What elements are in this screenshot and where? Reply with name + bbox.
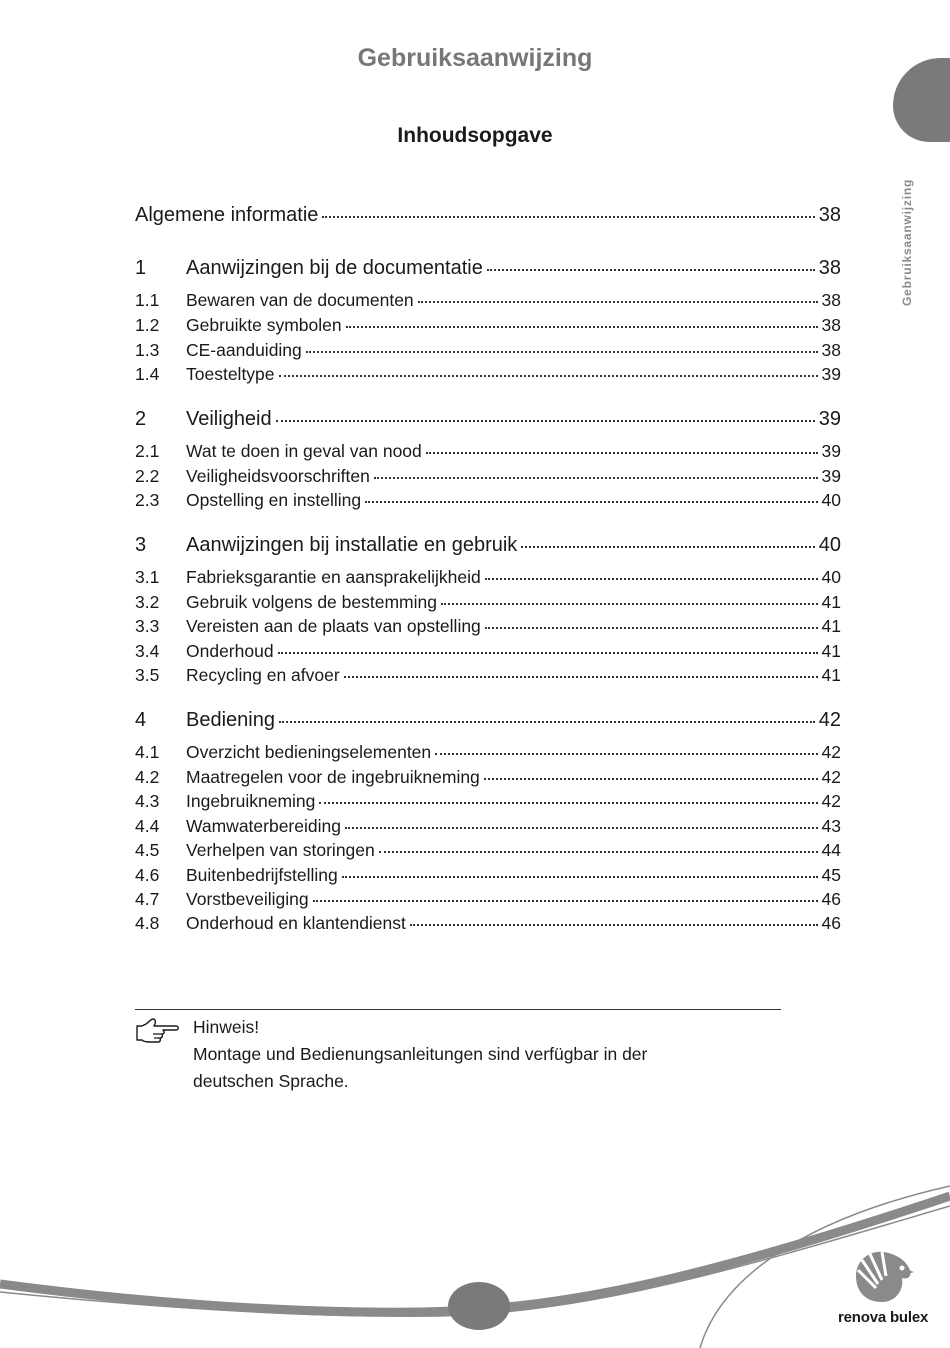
toc-entry-number: 4.6 — [135, 865, 160, 885]
toc-leader-dots — [346, 326, 818, 328]
toc-leader-dots — [379, 851, 818, 853]
toc-leader-dots — [435, 753, 817, 755]
toc-entry-number: 4.8 — [135, 913, 160, 933]
toc-entry-number: 3.5 — [135, 665, 160, 685]
toc-leader-dots — [365, 501, 817, 503]
toc-entry-title: Aanwijzingen bij installatie en gebruik — [186, 534, 518, 556]
toc-entry-title: Ingebruikneming — [186, 791, 316, 811]
toc-leader-dots — [319, 802, 817, 804]
toc-page-number: 46 — [821, 889, 841, 909]
toc-entry-number: 1 — [135, 257, 147, 279]
toc-section-row — [135, 340, 841, 361]
toc-entry-title: Vereisten aan de plaats van opstelling — [186, 616, 481, 636]
toc-leader-dots — [278, 652, 818, 654]
toc-entry-title: Gebruikte symbolen — [186, 315, 342, 335]
toc-leader-dots — [418, 301, 818, 303]
toc-entry-number: 2.2 — [135, 466, 160, 486]
toc-entry-title: Vorstbeveiliging — [186, 889, 309, 909]
toc-entry-title: Veiligheid — [186, 408, 272, 430]
toc-entry-number: 4.3 — [135, 791, 160, 811]
toc-leader-dots — [345, 827, 818, 829]
toc-section-row — [135, 791, 841, 812]
toc-leader-dots — [521, 546, 814, 548]
toc-leader-dots — [344, 676, 818, 678]
toc-section-row — [135, 865, 841, 886]
toc-leader-dots — [313, 900, 818, 902]
toc-entry-title: Maatregelen voor de ingebruikneming — [186, 767, 480, 787]
toc-entry-title: Aanwijzingen bij de documentatie — [186, 257, 483, 279]
toc-section-row — [135, 616, 841, 637]
toc-entry-title: Opstelling en instelling — [186, 490, 362, 510]
toc-entry-number: 2.1 — [135, 441, 160, 461]
toc-entry-title: Veiligheidsvoorschriften — [186, 466, 370, 486]
toc-section-row — [135, 742, 841, 763]
toc-leader-dots — [374, 477, 818, 479]
toc-section-row — [135, 441, 841, 462]
toc-entry-number: 3.2 — [135, 592, 160, 612]
toc-entry-number: 1.4 — [135, 364, 160, 384]
toc-entry-number: 1.2 — [135, 315, 160, 335]
pointing-hand-icon — [134, 1016, 180, 1044]
toc-entry-title: Recycling en afvoer — [186, 665, 340, 685]
toc-leader-dots — [487, 269, 815, 271]
toc-page-number: 38 — [818, 204, 841, 226]
toc-section-row — [135, 641, 841, 662]
toc-section-row — [135, 567, 841, 588]
toc-entry-number: 4.7 — [135, 889, 160, 909]
note-line-1: Montage und Bedienungsanleitungen sind verfügbar in der — [193, 1044, 648, 1064]
note-divider — [135, 1009, 781, 1010]
toc-entry-number: 4 — [135, 709, 147, 731]
note-line-2: deutschen Sprache. — [193, 1071, 349, 1091]
toc-page-number: 39 — [821, 466, 841, 486]
toc-entry-title: Bewaren van de documenten — [186, 290, 414, 310]
toc-leader-dots — [306, 351, 818, 353]
page-header-title: Gebruiksaanwijzing — [357, 44, 593, 72]
toc-leader-dots — [342, 876, 818, 878]
toc-page-number: 42 — [818, 709, 841, 731]
toc-entry-title: Overzicht bedieningselementen — [186, 742, 432, 762]
toc-entry-number: 3.3 — [135, 616, 160, 636]
side-tab-label: Gebruiksaanwijzing — [900, 178, 914, 306]
toc-chapter-row — [135, 534, 841, 557]
toc-entry-title: Gebruik volgens de bestemming — [186, 592, 437, 612]
toc-leader-dots — [410, 924, 818, 926]
toc-section-row — [135, 364, 841, 385]
toc-entry-number: 3.4 — [135, 641, 160, 661]
toc-leader-dots — [276, 420, 815, 422]
toc-section-row — [135, 913, 841, 934]
toc-leader-dots — [279, 375, 818, 377]
toc-section-row — [135, 592, 841, 613]
toc-entry-number: 3 — [135, 534, 147, 556]
toc-chapter-row — [135, 257, 841, 280]
toc-section-row — [135, 290, 841, 311]
toc-chapter-row — [135, 408, 841, 431]
toc-leader-dots — [426, 452, 818, 454]
toc-page-number: 41 — [821, 665, 841, 685]
toc-page-number: 44 — [821, 840, 841, 860]
toc-page-number: 39 — [821, 441, 841, 461]
note-block — [193, 1014, 647, 1095]
toc-leader-dots — [279, 721, 815, 723]
toc-page-number: 39 — [818, 408, 841, 430]
toc-page-number: 40 — [821, 490, 841, 510]
toc-page-number: 38 — [818, 257, 841, 279]
toc-entry-title: Verhelpen van storingen — [186, 840, 375, 860]
toc-entry-title: Wamwaterbereiding — [186, 816, 341, 836]
toc-section-row — [135, 490, 841, 511]
toc-section-row — [135, 767, 841, 788]
toc-page-number: 42 — [821, 742, 841, 762]
toc-chapter-row — [135, 709, 841, 732]
toc-entry-number: 3.1 — [135, 567, 160, 587]
toc-entry-number: 2.3 — [135, 490, 160, 510]
toc-entry-number: 4.2 — [135, 767, 160, 787]
brand-logo-text: renova bulex — [838, 1309, 929, 1326]
toc-page-number: 42 — [821, 791, 841, 811]
toc-page-number: 40 — [821, 567, 841, 587]
toc-page-number: 43 — [821, 816, 841, 836]
toc-section-row — [135, 466, 841, 487]
toc-page-number: 40 — [818, 534, 841, 556]
toc-section-row — [135, 665, 841, 686]
toc-page-number: 41 — [821, 592, 841, 612]
toc-leader-dots — [485, 578, 818, 580]
toc-page-number: 45 — [821, 865, 841, 885]
toc-entry-title: CE-aanduiding — [186, 340, 302, 360]
toc-entry-title: Onderhoud en klantendienst — [186, 913, 406, 933]
toc-section-row — [135, 816, 841, 837]
toc-entry-title: Buitenbedrijfstelling — [186, 865, 338, 885]
toc-leader-dots — [484, 778, 818, 780]
toc-page-number: 38 — [821, 290, 841, 310]
toc-page-number: 38 — [821, 340, 841, 360]
toc-leader-dots — [441, 603, 818, 605]
toc-entry-title: Algemene informatie — [135, 204, 319, 226]
toc-section-row — [135, 889, 841, 910]
note-heading: Hinweis! — [193, 1017, 260, 1037]
toc-page-number: 39 — [821, 364, 841, 384]
toc-entry-title: Toesteltype — [186, 364, 275, 384]
toc-entry-title: Fabrieksgarantie en aansprakelijkheid — [186, 567, 481, 587]
toc-title: Inhoudsopgave — [397, 124, 553, 147]
toc-entry-number: 4.1 — [135, 742, 160, 762]
toc-page-number: 42 — [821, 767, 841, 787]
toc-chapter-row — [135, 204, 841, 227]
toc-entry-title: Wat te doen in geval van nood — [186, 441, 422, 461]
toc-entry-number: 4.5 — [135, 840, 160, 860]
toc-page-number: 46 — [821, 913, 841, 933]
toc-entry-number: 1.1 — [135, 290, 160, 310]
toc-entry-number: 1.3 — [135, 340, 160, 360]
toc-page-number: 38 — [821, 315, 841, 335]
toc-entry-title: Bediening — [186, 709, 275, 731]
toc-page-number: 41 — [821, 616, 841, 636]
bird-logo-icon — [852, 1246, 916, 1306]
toc-leader-dots — [322, 216, 814, 218]
toc-section-row — [135, 315, 841, 336]
toc-entry-number: 2 — [135, 408, 147, 430]
toc-leader-dots — [485, 627, 818, 629]
toc-entry-title: Onderhoud — [186, 641, 274, 661]
toc-section-row — [135, 840, 841, 861]
toc-page-number: 41 — [821, 641, 841, 661]
toc-entry-number: 4.4 — [135, 816, 160, 836]
decorative-dot — [448, 1282, 510, 1330]
